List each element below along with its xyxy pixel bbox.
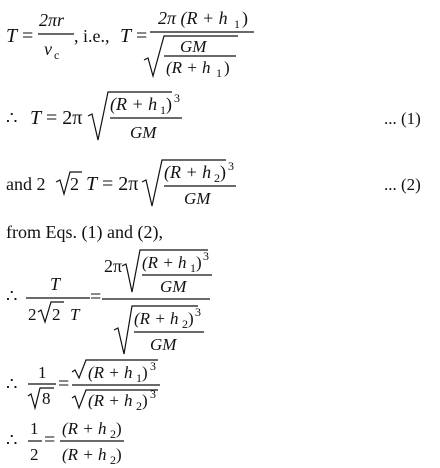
denominator-T: T — [70, 305, 80, 324]
radicand-2: 2 — [52, 305, 61, 324]
numerator-T: T — [50, 274, 61, 294]
equation-half — [6, 419, 124, 467]
equation-label-2: ... (2) — [384, 175, 421, 194]
numerator-1: 1 — [30, 419, 39, 438]
equals-sign: = — [44, 429, 56, 451]
denominator-R-h2: (R + h — [62, 445, 107, 464]
superscript-3: 3 — [150, 359, 156, 373]
numerator-1: 1 — [38, 363, 47, 382]
therefore-symbol: ∴ — [6, 286, 18, 306]
close-paren: ) — [242, 8, 248, 28]
symbol-GM: GM — [180, 37, 207, 56]
close-paren: ) — [142, 363, 148, 382]
from-equations-text: from Eqs. (1) and (2), — [6, 222, 163, 242]
equals-sign: = — [90, 286, 102, 308]
numerator-R-h1: (R + h — [88, 363, 133, 382]
close-paren: ) — [116, 419, 122, 438]
close-paren: ) — [196, 253, 202, 272]
equals-2pi: = 2π — [46, 107, 83, 129]
subscript-1: 1 — [160, 103, 166, 117]
close-paren: ) — [166, 94, 172, 114]
symbol-T: T — [30, 107, 42, 129]
denominator-2: 2 — [30, 445, 39, 464]
radicand-2: 2 — [70, 174, 79, 194]
superscript-3: 3 — [203, 249, 209, 263]
and-2-text: and 2 — [6, 174, 46, 194]
denominator-2: 2 — [28, 305, 37, 324]
numerator-R-h2: (R + h — [134, 309, 179, 328]
symbol-GM: GM — [184, 189, 211, 208]
subscript-1: 1 — [190, 261, 196, 275]
denominator-R-h2: (R + h — [88, 391, 133, 410]
equals-sign: = — [22, 25, 34, 47]
equals-2pi: = 2π — [102, 173, 139, 195]
equation-label-1: ... (1) — [384, 109, 421, 128]
subscript-2: 2 — [110, 427, 116, 441]
symbol-T: T — [86, 173, 98, 195]
therefore-symbol: ∴ — [6, 430, 18, 450]
close-paren: ) — [188, 309, 194, 328]
symbol-T: T — [6, 25, 18, 47]
subscript-2: 2 — [110, 453, 116, 467]
equals-sign: = — [58, 373, 70, 395]
numerator-R-h1: (R + h — [110, 94, 158, 114]
denominator-R-h1: (R + h — [166, 58, 211, 77]
subscript-1: 1 — [216, 66, 222, 80]
close-paren: ) — [142, 391, 148, 410]
symbol-GM: GM — [150, 335, 177, 354]
subscript-c: c — [54, 48, 60, 62]
equation-1 — [6, 91, 421, 142]
numerator-R-h1: (R + h — [142, 253, 187, 272]
subscript-2: 2 — [182, 317, 188, 331]
subscript-1: 1 — [234, 17, 240, 31]
equation-orbital-period — [6, 8, 254, 80]
symbol-T: T — [120, 25, 132, 47]
ie-text: , i.e., — [74, 26, 110, 46]
close-paren: ) — [220, 162, 226, 182]
equation-root-8 — [6, 359, 160, 413]
symbol-GM: GM — [160, 277, 187, 296]
radicand-8: 8 — [42, 389, 51, 408]
denominator-v: v — [44, 39, 52, 59]
numerator-2pi-R-h1: 2π (R + h — [158, 8, 228, 28]
superscript-3: 3 — [195, 305, 201, 319]
numerator-R-h2: (R + h — [62, 419, 107, 438]
therefore-symbol: ∴ — [6, 374, 18, 394]
superscript-3: 3 — [150, 387, 156, 401]
numerator-R-h2: (R + h — [164, 162, 212, 182]
numerator-2pi-r: 2πr — [39, 10, 65, 30]
equation-2 — [6, 159, 421, 208]
factor-2pi: 2π — [104, 256, 123, 276]
superscript-3: 3 — [228, 159, 234, 173]
therefore-symbol: ∴ — [6, 108, 18, 128]
equals-sign: = — [136, 25, 148, 47]
subscript-2: 2 — [214, 171, 220, 185]
symbol-GM: GM — [130, 123, 157, 142]
close-paren: ) — [116, 445, 122, 464]
subscript-1: 1 — [136, 371, 142, 385]
subscript-2: 2 — [136, 399, 142, 413]
close-paren: ) — [224, 58, 230, 77]
equation-ratio — [6, 249, 212, 354]
superscript-3: 3 — [174, 91, 180, 105]
